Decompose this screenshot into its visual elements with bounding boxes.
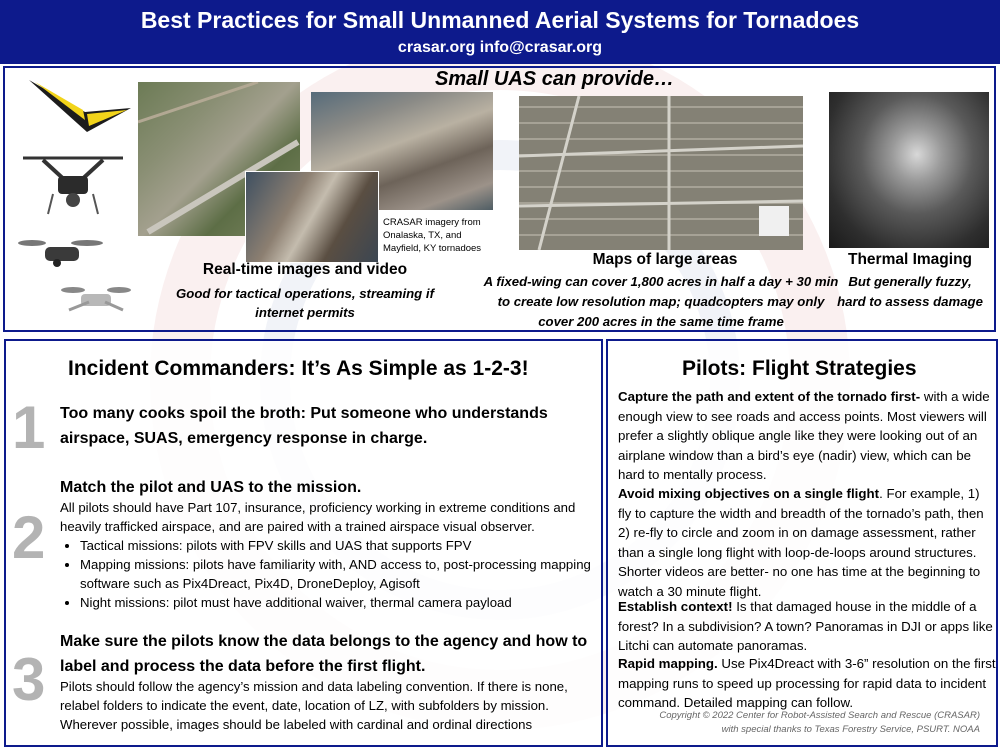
aerial-photo-closeup <box>245 171 379 263</box>
pilots-title: Pilots: Flight Strategies <box>682 357 917 380</box>
step-3-number: 3 <box>12 646 46 713</box>
realtime-description: Good for tactical operations, streaming if internet permits <box>176 286 434 320</box>
list-item: • Mapping missions: pilots have familiarity with, AND access to, post-processing mapping software such as Pix4Dreact, Pix4D, DroneDeploy, Agisoft <box>80 555 600 593</box>
strategy-lead: Avoid mixing objectives on a single flight <box>618 486 880 501</box>
strategy-item <box>618 597 996 656</box>
strategy-lead: Establish context! <box>618 599 733 614</box>
imagery-caption: CRASAR imagery from Onalaska, TX, and Mayfield, KY tornadoes <box>383 217 482 254</box>
strategy-item <box>618 654 996 713</box>
thermal-image <box>829 92 989 248</box>
contact-line: crasar.org info@crasar.org <box>397 39 603 56</box>
realtime-title: Real-time images and video <box>202 261 408 278</box>
orthomosaic-map-image <box>519 96 803 250</box>
copyright-line: Copyright © 2022 Center for Robot-Assisted Search and Rescue (CRASAR) <box>659 710 980 721</box>
strategy-lead: Capture the path and extent of the tornado first- <box>618 389 921 404</box>
maps-title: Maps of large areas <box>592 251 738 268</box>
strategy-text: Is that damaged house in the middle of a forest? In a subdivision? A town? Panoramas in DJI or apps like Litchi can automate panoramas. <box>618 599 993 653</box>
step-2-body <box>60 498 600 612</box>
step-2-bullets <box>60 536 600 612</box>
incident-commanders-title: Incident Commanders: It’s As Simple as 1-2-3! <box>68 357 529 380</box>
strategy-text: . For example, 1) fly to capture the width and breadth of the tornado’s path, then 2) re-fly to circle and zoom in on damage assessment, rather than a single long flight with loop-de-loops around structures. Shorter videos are better- no one has time at the beginning to watch a 30 minute flight. <box>618 486 984 599</box>
strategy-text: with a wide enough view to see roads and access points. Most viewers will prefer a slightly oblique angle like they were looking out of an airplane window than a bird’s eye (nadir) view, which can be hard to mentally process. <box>618 389 990 482</box>
small-quadcopter-image <box>17 233 107 273</box>
fixed-wing-drone-image <box>25 72 135 140</box>
step-3-title: Make sure the pilots know the data belongs to the agency and how to label and process the data before the first flight. <box>60 633 588 675</box>
maps-description: A fixed-wing can cover 1,800 acres in half a day + 30 min to create low resolution map; quadcopters may only cover 200 acres in the same time frame <box>483 274 839 329</box>
list-item: • Night missions: pilot must have additional waiver, thermal camera payload <box>80 593 600 612</box>
pilots-panel <box>606 339 998 747</box>
incident-commanders-panel <box>4 339 603 747</box>
step-3-body: Pilots should follow the agency’s mission and data labeling convention. If there is none, relabel folders to indicate the event, date, location of LZ, with subfolders by mission. Wherever possible, images should be labeled with cardinal and ordinal directions <box>60 679 568 732</box>
strategy-item <box>618 387 996 485</box>
capabilities-panel <box>3 66 996 332</box>
foldable-drone-image <box>59 280 133 322</box>
list-item: • Tactical missions: pilots with FPV skills and UAS that supports FPV <box>80 536 600 555</box>
capabilities-heading: Small UAS can provide… <box>435 68 674 90</box>
step-2-number: 2 <box>12 504 46 571</box>
page-title: Best Practices for Small Unmanned Aerial Systems for Tornadoes <box>140 7 860 33</box>
thermal-description: But generally fuzzy, hard to assess damage <box>837 274 983 309</box>
strategy-text: Use Pix4Dreact with 3-6” resolution on the first mapping runs to speed up processing for rapid data to incident command. Detailed mapping can follow. <box>618 656 996 710</box>
copyright <box>659 709 980 737</box>
step-2-title: Match the pilot and UAS to the mission. <box>60 479 362 496</box>
page-header <box>0 0 1000 64</box>
thermal-title: Thermal Imaging <box>847 251 973 268</box>
quadcopter-drone-image <box>13 148 133 218</box>
step-1-number: 1 <box>12 394 46 461</box>
thanks-line: with special thanks to Texas Forestry Service, PSURT. NOAA <box>721 724 980 735</box>
step-1-title: Too many cooks spoil the broth: Put someone who understands airspace, SUAS, emergency response in charge. <box>60 405 548 447</box>
step-2-text: All pilots should have Part 107, insurance, proficiency working in extreme conditions and heavily trafficked airspace, and are paired with a trained airspace visual observer. <box>60 500 576 534</box>
strategy-item <box>618 484 996 601</box>
strategy-lead: Rapid mapping. <box>618 656 718 671</box>
